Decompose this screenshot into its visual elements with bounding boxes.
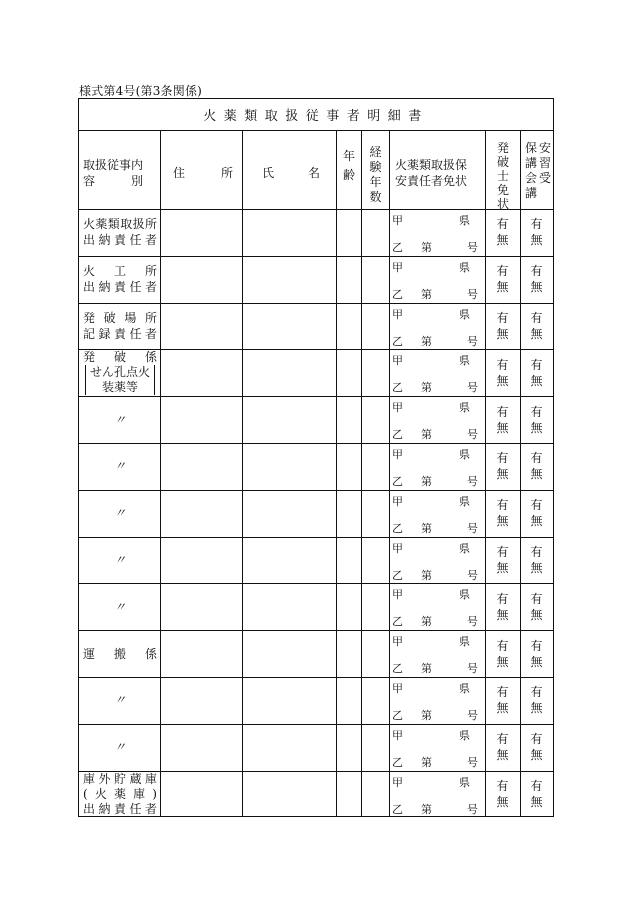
- option-yes[interactable]: 有: [530, 545, 543, 559]
- license-number-prefix: 第: [421, 334, 432, 348]
- name-field[interactable]: [243, 725, 335, 770]
- license-kou: 甲: [392, 682, 403, 695]
- blasting-license-yes-no[interactable]: [485, 310, 520, 342]
- option-yes[interactable]: 有: [496, 685, 509, 700]
- experience-field[interactable]: [362, 772, 388, 817]
- name-field[interactable]: [243, 257, 335, 302]
- license-kou: 甲: [392, 541, 403, 555]
- header-text: 経: [369, 145, 382, 159]
- blasting-license-yes-no[interactable]: [485, 591, 520, 623]
- row-label-text: 出納責任者: [83, 801, 157, 816]
- license-prefecture: 県: [459, 448, 470, 461]
- header-text: 所: [220, 166, 233, 180]
- blasting-license-yes-no[interactable]: [485, 544, 520, 576]
- address-field[interactable]: [161, 257, 241, 302]
- row-label: [83, 458, 157, 474]
- license-kou: 甲: [392, 354, 403, 368]
- option-no[interactable]: 無: [530, 233, 543, 248]
- option-no[interactable]: 無: [530, 654, 543, 669]
- training-yes-no[interactable]: [520, 263, 553, 295]
- blasting-license-yes-no[interactable]: [485, 450, 520, 482]
- address-field[interactable]: [161, 584, 241, 629]
- option-no[interactable]: 無: [496, 467, 509, 482]
- option-yes[interactable]: 有: [496, 451, 509, 466]
- experience-field[interactable]: [362, 538, 388, 583]
- row-label: [83, 772, 157, 817]
- license-kou: 甲: [392, 494, 403, 508]
- training-yes-no[interactable]: [520, 404, 553, 436]
- option-yes[interactable]: 有: [530, 264, 543, 279]
- name-field[interactable]: [243, 210, 335, 255]
- license-otsu: 乙: [392, 475, 403, 488]
- header-text: 状: [496, 197, 509, 211]
- option-no[interactable]: 無: [530, 327, 543, 341]
- blasting-license-yes-no[interactable]: [485, 638, 520, 670]
- blasting-license-yes-no[interactable]: [485, 731, 520, 763]
- option-no[interactable]: 無: [496, 607, 509, 622]
- age-field[interactable]: [337, 491, 360, 536]
- training-yes-no[interactable]: [520, 731, 553, 763]
- name-field[interactable]: [243, 772, 335, 817]
- license-otsu: 乙: [392, 662, 403, 676]
- option-yes[interactable]: 有: [530, 311, 543, 325]
- header-license: [395, 157, 479, 189]
- license-kou: 甲: [392, 775, 403, 789]
- option-yes[interactable]: 有: [530, 685, 543, 700]
- license-kou: 甲: [392, 635, 403, 649]
- name-field[interactable]: [243, 538, 335, 583]
- training-yes-no[interactable]: [520, 497, 553, 529]
- option-no[interactable]: 無: [496, 748, 509, 763]
- name-field[interactable]: [243, 304, 335, 349]
- row-label: [83, 505, 157, 521]
- license-number-suffix: 号: [467, 802, 478, 816]
- header-training: [522, 141, 554, 201]
- option-no[interactable]: 無: [496, 701, 509, 716]
- name-field[interactable]: [243, 631, 335, 676]
- license-otsu: 乙: [392, 709, 403, 722]
- row-label-text: 運 搬 係: [83, 646, 157, 661]
- header-blasting-license: [486, 141, 520, 211]
- header-text: 会: [524, 171, 537, 185]
- option-yes[interactable]: 有: [496, 217, 509, 232]
- header-name: [262, 165, 320, 181]
- row-label: [83, 310, 157, 342]
- row-label-text: 〃: [113, 740, 126, 755]
- training-yes-no[interactable]: [520, 591, 553, 623]
- license-number-prefix: 第: [421, 241, 432, 254]
- row-label-text: 記録責任者: [83, 327, 157, 341]
- option-yes[interactable]: 有: [496, 591, 509, 606]
- age-field[interactable]: [337, 678, 360, 723]
- row-label-text: 火薬類取扱所: [83, 217, 157, 232]
- experience-field[interactable]: [362, 444, 388, 489]
- row-label-text: 〃: [113, 553, 126, 567]
- age-field[interactable]: [337, 397, 360, 442]
- address-field[interactable]: [161, 772, 241, 817]
- age-field[interactable]: [337, 772, 360, 817]
- option-no[interactable]: 無: [530, 373, 543, 388]
- experience-field[interactable]: [362, 397, 388, 442]
- experience-field[interactable]: [362, 304, 388, 349]
- row-label: [83, 350, 157, 395]
- row-label-text: 出納責任者: [83, 233, 157, 248]
- blasting-license-yes-no[interactable]: [485, 263, 520, 295]
- blasting-license-yes-no[interactable]: [485, 216, 520, 248]
- row-label-text: 出納責任者: [83, 280, 157, 295]
- option-yes[interactable]: 有: [496, 498, 509, 513]
- name-field[interactable]: [243, 678, 335, 723]
- option-yes[interactable]: 有: [530, 638, 543, 653]
- age-field[interactable]: [337, 444, 360, 489]
- option-no[interactable]: 無: [530, 701, 543, 716]
- address-field[interactable]: [161, 491, 241, 536]
- option-yes[interactable]: 有: [530, 591, 543, 606]
- license-prefecture: 県: [459, 682, 470, 695]
- training-yes-no[interactable]: [520, 357, 553, 389]
- row-label: [83, 692, 157, 708]
- license-number-prefix: 第: [421, 381, 432, 395]
- training-yes-no[interactable]: [520, 216, 553, 248]
- age-field[interactable]: [337, 304, 360, 349]
- license-kou: 甲: [392, 728, 403, 742]
- option-no[interactable]: 無: [530, 607, 543, 622]
- license-prefecture: 県: [459, 588, 470, 602]
- age-field[interactable]: [337, 725, 360, 770]
- age-field[interactable]: [337, 210, 360, 255]
- name-field[interactable]: [243, 491, 335, 536]
- license-number-suffix: 号: [467, 241, 478, 254]
- license-prefecture: 県: [459, 494, 470, 508]
- option-yes[interactable]: 有: [530, 357, 543, 372]
- license-number-prefix: 第: [421, 755, 432, 769]
- bracket-note: [83, 365, 157, 395]
- license-prefecture: 県: [459, 214, 470, 227]
- option-no[interactable]: 無: [530, 467, 543, 482]
- option-yes[interactable]: 有: [496, 638, 509, 653]
- license-otsu: 乙: [392, 381, 403, 395]
- header-text: 験: [369, 160, 382, 174]
- header-age: [337, 147, 361, 185]
- header-text: 受: [539, 171, 552, 185]
- header-text: 習: [539, 156, 552, 170]
- license-prefecture: 県: [459, 635, 470, 649]
- license-otsu: 乙: [392, 615, 403, 629]
- license-number-prefix: 第: [421, 428, 432, 442]
- license-number-suffix: 号: [467, 709, 478, 722]
- header-address: [173, 165, 233, 181]
- license-prefecture: 県: [459, 728, 470, 742]
- address-field[interactable]: [161, 397, 241, 442]
- age-field[interactable]: [337, 350, 360, 395]
- license-kou: 甲: [392, 260, 403, 274]
- experience-field[interactable]: [362, 257, 388, 302]
- bracket-text: 装薬等: [101, 380, 138, 395]
- header-content: [83, 157, 157, 189]
- form-number-label: 様式第4号(第3条関係): [79, 84, 203, 98]
- license-otsu: 乙: [392, 241, 403, 254]
- option-no[interactable]: 無: [530, 561, 543, 575]
- address-field[interactable]: [161, 350, 241, 395]
- experience-field[interactable]: [362, 631, 388, 676]
- row-label-text: 庫外貯蔵庫: [83, 771, 157, 786]
- header-text: 氏: [262, 166, 275, 180]
- row-label-text: (火薬庫): [83, 786, 157, 801]
- header-text: 発: [496, 141, 509, 155]
- option-yes[interactable]: 有: [496, 404, 509, 419]
- address-field[interactable]: [161, 725, 241, 770]
- license-number-prefix: 第: [421, 568, 432, 582]
- row-label: [83, 599, 157, 615]
- license-number-prefix: 第: [421, 287, 432, 301]
- license-number-suffix: 号: [467, 521, 478, 535]
- training-yes-no[interactable]: [520, 310, 553, 342]
- header-text: 免: [496, 183, 509, 197]
- experience-field[interactable]: [362, 725, 388, 770]
- license-prefecture: 県: [459, 354, 470, 368]
- row-label: [83, 263, 157, 295]
- row-label: [83, 552, 157, 568]
- option-no[interactable]: 無: [530, 748, 543, 763]
- option-no[interactable]: 無: [530, 514, 543, 529]
- row-label-text: 〃: [113, 412, 126, 427]
- header-text: 年: [342, 149, 355, 163]
- address-field[interactable]: [161, 304, 241, 349]
- option-no[interactable]: 無: [496, 561, 509, 575]
- license-prefecture: 県: [459, 401, 470, 415]
- address-field[interactable]: [161, 444, 241, 489]
- name-field[interactable]: [243, 584, 335, 629]
- header-text: 齢: [342, 168, 355, 182]
- option-no[interactable]: 無: [530, 420, 543, 435]
- experience-field[interactable]: [362, 491, 388, 536]
- blasting-license-yes-no[interactable]: [485, 357, 520, 389]
- option-yes[interactable]: 有: [496, 779, 509, 793]
- license-number-suffix: 号: [467, 475, 478, 488]
- license-prefecture: 県: [459, 775, 470, 789]
- row-label: [83, 216, 157, 248]
- name-field[interactable]: [243, 350, 335, 395]
- license-number-suffix: 号: [467, 428, 478, 442]
- header-text: 講: [524, 186, 537, 200]
- blasting-license-yes-no[interactable]: [485, 497, 520, 529]
- license-otsu: 乙: [392, 521, 403, 535]
- row-label-text: 〃: [113, 459, 126, 474]
- license-prefecture: 県: [459, 260, 470, 274]
- license-number-suffix: 号: [467, 615, 478, 629]
- header-text: 容 別: [83, 174, 144, 188]
- header-text: 火薬類取扱保: [395, 158, 468, 172]
- option-no[interactable]: 無: [530, 280, 543, 295]
- header-text: 安: [539, 141, 552, 155]
- license-number-suffix: 号: [467, 381, 478, 395]
- blasting-license-yes-no[interactable]: [485, 778, 520, 810]
- license-kou: 甲: [392, 401, 403, 415]
- training-yes-no[interactable]: [520, 544, 553, 576]
- header-text: 講: [524, 156, 537, 170]
- row-label: [83, 739, 157, 755]
- header-text: 取扱従事内: [83, 158, 144, 172]
- option-no[interactable]: 無: [496, 420, 509, 435]
- experience-field[interactable]: [362, 584, 388, 629]
- experience-field[interactable]: [362, 678, 388, 723]
- form-title: 火薬類取扱従事者明細書: [79, 99, 553, 131]
- option-no[interactable]: 無: [496, 373, 509, 388]
- license-kou: 甲: [392, 588, 403, 602]
- license-otsu: 乙: [392, 568, 403, 582]
- header-text: 安責任者免状: [395, 174, 468, 188]
- option-no[interactable]: 無: [496, 327, 509, 341]
- license-prefecture: 県: [459, 307, 470, 321]
- header-text: 士: [496, 169, 509, 183]
- option-no[interactable]: 無: [496, 514, 509, 529]
- column-divider: [389, 130, 390, 816]
- age-field[interactable]: [337, 257, 360, 302]
- experience-field[interactable]: [362, 350, 388, 395]
- license-kou: 甲: [392, 214, 403, 227]
- license-otsu: 乙: [392, 287, 403, 301]
- training-yes-no[interactable]: [520, 684, 553, 716]
- license-number-suffix: 号: [467, 568, 478, 582]
- header-training-col: [525, 141, 537, 201]
- option-yes[interactable]: 有: [530, 732, 543, 747]
- option-yes[interactable]: 有: [530, 779, 543, 793]
- header-text: 年: [369, 175, 382, 189]
- license-number-prefix: 第: [421, 709, 432, 722]
- header-text: 破: [496, 155, 509, 169]
- name-field[interactable]: [243, 397, 335, 442]
- header-training-col: [539, 141, 551, 201]
- license-number-suffix: 号: [467, 287, 478, 301]
- option-yes[interactable]: 有: [496, 357, 509, 372]
- row-label-text: 火 工 所: [83, 264, 157, 279]
- license-otsu: 乙: [392, 334, 403, 348]
- row-label-text: 発 破 係: [83, 350, 157, 365]
- blasting-license-yes-no[interactable]: [485, 684, 520, 716]
- option-no[interactable]: 無: [496, 654, 509, 669]
- option-yes[interactable]: 有: [496, 732, 509, 747]
- header-experience: [362, 145, 389, 205]
- license-number-prefix: 第: [421, 662, 432, 676]
- header-text: 保: [524, 141, 537, 155]
- row-label: [83, 412, 157, 428]
- bracket-box: [85, 365, 155, 395]
- row-label-text: 〃: [113, 506, 126, 521]
- address-field[interactable]: [161, 678, 241, 723]
- option-no[interactable]: 無: [496, 233, 509, 248]
- option-yes[interactable]: 有: [496, 264, 509, 279]
- license-number-prefix: 第: [421, 521, 432, 535]
- option-yes[interactable]: 有: [496, 311, 509, 325]
- license-number-prefix: 第: [421, 615, 432, 629]
- option-yes[interactable]: 有: [530, 451, 543, 466]
- license-otsu: 乙: [392, 802, 403, 816]
- address-field[interactable]: [161, 631, 241, 676]
- option-no[interactable]: 無: [496, 280, 509, 295]
- age-field[interactable]: [337, 584, 360, 629]
- address-field[interactable]: [161, 210, 241, 255]
- header-text: 住: [173, 166, 186, 180]
- option-yes[interactable]: 有: [530, 404, 543, 419]
- license-prefecture: 県: [459, 541, 470, 555]
- age-field[interactable]: [337, 538, 360, 583]
- license-otsu: 乙: [392, 428, 403, 442]
- license-kou: 甲: [392, 307, 403, 321]
- license-number-prefix: 第: [421, 802, 432, 816]
- experience-field[interactable]: [362, 210, 388, 255]
- license-number-suffix: 号: [467, 662, 478, 676]
- license-otsu: 乙: [392, 755, 403, 769]
- age-field[interactable]: [337, 631, 360, 676]
- row-label-text: 発破場所: [83, 311, 157, 325]
- license-kou: 甲: [392, 448, 403, 461]
- license-number-prefix: 第: [421, 475, 432, 488]
- blasting-license-yes-no[interactable]: [485, 404, 520, 436]
- address-field[interactable]: [161, 538, 241, 583]
- option-yes[interactable]: 有: [496, 545, 509, 559]
- option-yes[interactable]: 有: [530, 217, 543, 232]
- header-text: 名: [307, 166, 320, 180]
- row-label-text: 〃: [113, 599, 126, 614]
- option-yes[interactable]: 有: [530, 498, 543, 513]
- training-yes-no[interactable]: [520, 450, 553, 482]
- row-label-text: 〃: [113, 693, 126, 708]
- license-number-suffix: 号: [467, 755, 478, 769]
- bracket-text: せん孔点火: [89, 365, 150, 380]
- training-yes-no[interactable]: [520, 778, 553, 810]
- employee-detail-form: [78, 98, 554, 817]
- option-no[interactable]: 無: [530, 795, 543, 809]
- header-text: 数: [369, 190, 382, 204]
- training-yes-no[interactable]: [520, 638, 553, 670]
- name-field[interactable]: [243, 444, 335, 489]
- option-no[interactable]: 無: [496, 795, 509, 809]
- license-number-suffix: 号: [467, 334, 478, 348]
- row-label: [83, 646, 157, 662]
